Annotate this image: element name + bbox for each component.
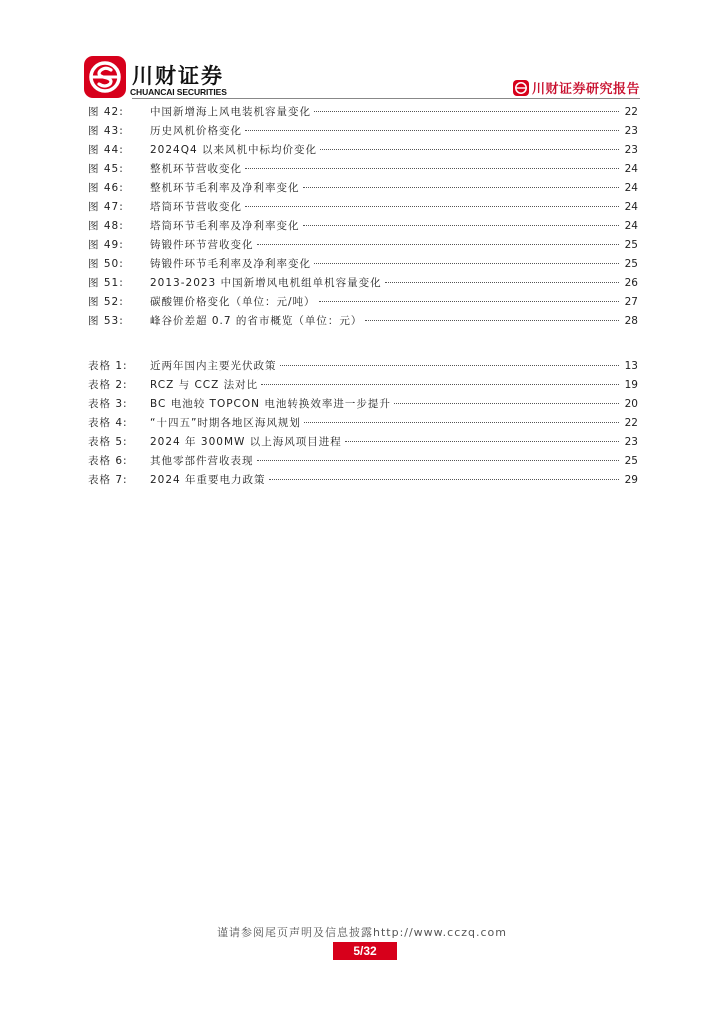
toc-label: 图 44: xyxy=(88,144,124,156)
toc-leader xyxy=(280,365,620,366)
toc-row[interactable] xyxy=(88,396,638,415)
toc-title: 整机环节毛利率及净利率变化 xyxy=(150,182,300,194)
toc-title: 中国新增海上风电装机容量变化 xyxy=(150,106,311,118)
toc-title: BC 电池较 TOPCON 电池转换效率进一步提升 xyxy=(150,398,391,410)
report-tag-text: 川财证券研究报告 xyxy=(531,82,640,97)
toc-page: 25 xyxy=(624,455,638,467)
toc-leader xyxy=(261,384,619,385)
toc-row[interactable] xyxy=(88,434,638,453)
toc-leader xyxy=(304,422,619,423)
toc-page: 20 xyxy=(624,398,638,410)
toc-leader xyxy=(303,187,620,188)
toc-title: 2024 年 300MW 以上海风项目进程 xyxy=(150,436,342,448)
chuancai-small-logo-icon xyxy=(513,80,529,96)
toc-row[interactable] xyxy=(88,218,638,237)
toc-row[interactable] xyxy=(88,275,638,294)
toc-leader xyxy=(257,460,620,461)
page-header xyxy=(84,54,640,102)
toc-leader xyxy=(257,244,620,245)
toc-label: 图 48: xyxy=(88,220,124,232)
toc-page: 13 xyxy=(624,360,638,372)
table-index xyxy=(88,358,638,491)
toc-page: 29 xyxy=(624,474,638,486)
toc-row[interactable] xyxy=(88,377,638,396)
toc-row[interactable] xyxy=(88,294,638,313)
toc-page: 24 xyxy=(624,163,638,175)
toc-label: 图 53: xyxy=(88,315,124,327)
toc-leader xyxy=(345,441,619,442)
toc-row[interactable] xyxy=(88,237,638,256)
toc-page: 22 xyxy=(624,417,638,429)
toc-title: RCZ 与 CCZ 法对比 xyxy=(150,379,259,391)
toc-label: 图 51: xyxy=(88,277,124,289)
toc-title: 近两年国内主要光伏政策 xyxy=(150,360,277,372)
toc-title: 其他零部件营收表现 xyxy=(150,455,254,467)
toc-title: 铸锻件环节营收变化 xyxy=(150,239,254,251)
toc-title: 整机环节营收变化 xyxy=(150,163,242,175)
toc-title: 塔筒环节毛利率及净利率变化 xyxy=(150,220,300,232)
toc-row[interactable] xyxy=(88,415,638,434)
toc-page: 24 xyxy=(624,220,638,232)
report-tag xyxy=(513,78,640,97)
toc-label: 图 45: xyxy=(88,163,124,175)
figure-index xyxy=(88,104,638,332)
toc-leader xyxy=(314,263,619,264)
toc-label: 表格 3: xyxy=(88,398,128,410)
toc-title: 塔筒环节营收变化 xyxy=(150,201,242,213)
toc-page: 23 xyxy=(624,144,638,156)
header-divider xyxy=(132,98,640,99)
toc-label: 图 43: xyxy=(88,125,124,137)
toc-title: 2024Q4 以来风机中标均价变化 xyxy=(150,144,318,156)
toc-label: 图 46: xyxy=(88,182,124,194)
footer-disclaimer: 谨请参阅尾页声明及信息披露http://www.cczq.com xyxy=(216,926,507,939)
chuancai-logo-icon xyxy=(84,56,126,98)
toc-title: 2024 年重要电力政策 xyxy=(150,474,266,486)
toc-label: 图 47: xyxy=(88,201,124,213)
toc-leader xyxy=(269,479,619,480)
toc-row[interactable] xyxy=(88,104,638,123)
toc-page: 27 xyxy=(624,296,638,308)
toc-leader xyxy=(385,282,619,283)
toc-leader xyxy=(320,149,619,150)
toc-leader xyxy=(245,130,619,131)
toc-label: 表格 2: xyxy=(88,379,128,391)
toc-title: 碳酸锂价格变化（单位：元/吨） xyxy=(150,296,316,308)
page-number-badge: 5/32 xyxy=(333,942,397,960)
toc-page: 24 xyxy=(624,182,638,194)
toc-label: 表格 5: xyxy=(88,436,128,448)
toc-leader xyxy=(314,111,619,112)
toc-page: 25 xyxy=(624,239,638,251)
toc-leader xyxy=(319,301,619,302)
toc-leader xyxy=(245,206,619,207)
toc-label: 图 50: xyxy=(88,258,124,270)
toc-page: 23 xyxy=(624,125,638,137)
toc-title: 历史风机价格变化 xyxy=(150,125,242,137)
toc-row[interactable] xyxy=(88,358,638,377)
toc-row[interactable] xyxy=(88,472,638,491)
toc-row[interactable] xyxy=(88,161,638,180)
toc-label: 表格 4: xyxy=(88,417,128,429)
logo-chinese-name: 川财证券 xyxy=(132,64,224,88)
toc-leader xyxy=(245,168,619,169)
toc-page: 28 xyxy=(624,315,638,327)
toc-row[interactable] xyxy=(88,453,638,472)
toc-leader xyxy=(303,225,620,226)
toc-label: 图 49: xyxy=(88,239,124,251)
toc-page: 23 xyxy=(624,436,638,448)
toc-row[interactable] xyxy=(88,313,638,332)
toc-page: 25 xyxy=(624,258,638,270)
toc-title: 铸锻件环节毛利率及净利率变化 xyxy=(150,258,311,270)
toc-title: 峰谷价差超 0.7 的省市概览（单位：元） xyxy=(150,315,363,327)
toc-leader xyxy=(365,320,619,321)
toc-page: 22 xyxy=(624,106,638,118)
toc-label: 表格 7: xyxy=(88,474,128,486)
toc-page: 19 xyxy=(624,379,638,391)
toc-label: 图 52: xyxy=(88,296,124,308)
toc-row[interactable] xyxy=(88,142,638,161)
toc-row[interactable] xyxy=(88,180,638,199)
toc-label: 图 42: xyxy=(88,106,124,118)
toc-title: “十四五”时期各地区海风规划 xyxy=(150,417,301,429)
toc-page: 24 xyxy=(624,201,638,213)
toc-row[interactable] xyxy=(88,256,638,275)
toc-page: 26 xyxy=(624,277,638,289)
toc-label: 表格 6: xyxy=(88,455,128,467)
logo-english-name: CHUANCAI SECURITIES xyxy=(130,87,227,97)
toc-row[interactable] xyxy=(88,199,638,218)
toc-label: 表格 1: xyxy=(88,360,128,372)
toc-leader xyxy=(394,403,619,404)
toc-title: 2013-2023 中国新增风电机组单机容量变化 xyxy=(150,277,382,289)
toc-row[interactable] xyxy=(88,123,638,142)
